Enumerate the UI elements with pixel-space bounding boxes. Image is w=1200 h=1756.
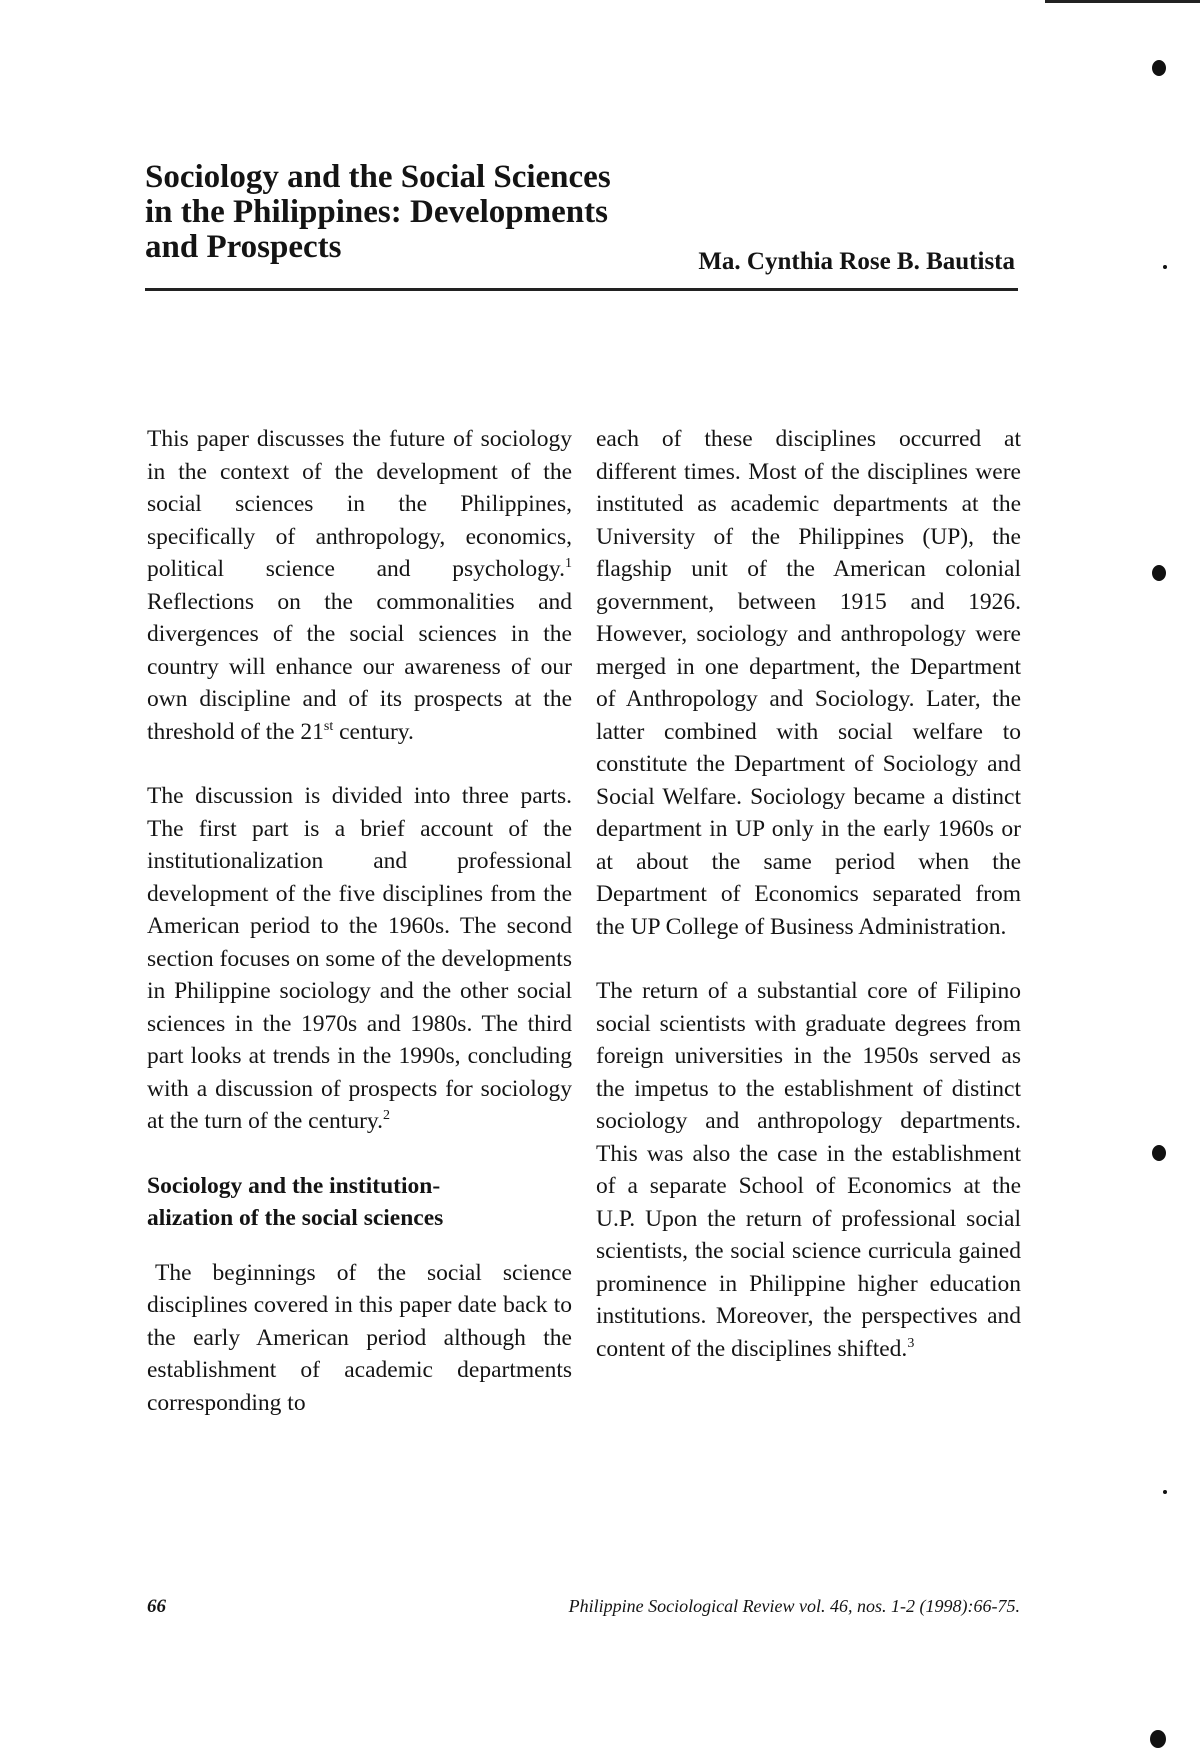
right-column [596,423,1021,1397]
heading-line: alization of the social sciences [147,1205,444,1231]
title-rule [145,288,1018,291]
title-line: Sociology and the Social Sciences [145,159,611,195]
title-line: and Prospects [145,229,342,265]
left-column [147,423,572,1451]
paragraph [596,975,1021,1365]
paragraph-text: The discussion is divided into three parts. The first part is a brief account of the institutionalization and professional development of the five disciplines from the American period to the 1960s. The second section focuses on some of the developments in Philippine sociology and the other social sciences in the 1970s and 1980s. The third part looks at trends in the 1990s, concluding with a discussion of prospects for sociology at the turn of the century. [147,783,572,1134]
top-edge-line [1045,0,1200,3]
ordinal-suffix: st [323,718,334,734]
paragraph-text: Reflections on the commonalities and divergences of the social sciences in the country will enhance our awareness of our own discipline and of its prospects at the threshold of the 21 [147,588,572,745]
paragraph [147,780,572,1138]
section-heading [147,1170,572,1235]
scan-mark [1152,60,1166,76]
title-line: in the Philippines: Developments [145,194,608,230]
paragraph-text: The return of a substantial core of Filipino social scientists with graduate degrees from foreign universities in the 1950s served as the impetus to the establishment of distinct sociology and anthropology departments. This was also the case in the establishment of a separate School of Economics at the U.P. Upon the return of professional social scientists, the social science curricula gained prominence in Philippine higher education institutions. Moreover, the perspectives and content of the disciplines shifted. [596,978,1021,1362]
scan-mark [1152,1145,1166,1161]
scan-mark [1163,265,1167,269]
paragraph-text: This paper discusses the future of sociology in the context of the development of the social sciences in the Philippines, specifically of anthropology, economics, political science and psychology. [147,426,572,582]
scan-mark [1152,565,1166,581]
paragraph [147,423,572,748]
heading-line: Sociology and the institution- [147,1172,441,1199]
paragraph: The beginnings of the social science disciplines covered in this paper date back to the early American period although the establishment of academic departments corresponding to [147,1259,572,1416]
article-title [145,160,705,265]
paragraph-text: century. [333,718,414,745]
journal-citation: Philippine Sociological Review vol. 46, nos. 1-2 (1998):66-75. [568,1596,1020,1616]
scan-mark [1163,1490,1167,1494]
author-name: Ma. Cynthia Rose B. Bautista [698,248,1015,275]
paragraph: each of these disciplines occurred at different times. Most of the disciplines were instituted as academic departments at the University of the Philippines (UP), the flagship unit of the American colonial government, between 1915 and 1926. However, sociology and anthropology were merged in one department, the Department of Anthropology and Sociology. Later, the latter combined with social welfare to constitute the Department of Sociology and Social Welfare. Sociology became a distinct department in UP only in the early 1960s or at about the same period when the Department of Economics separated from the UP College of Business Administration. [596,426,1021,940]
scan-mark [1150,1730,1166,1748]
footnote-ref: 2 [383,1108,390,1123]
footnote-ref: 1 [565,556,572,571]
page-number: 66 [147,1596,166,1617]
footnote-ref: 3 [907,1335,915,1351]
